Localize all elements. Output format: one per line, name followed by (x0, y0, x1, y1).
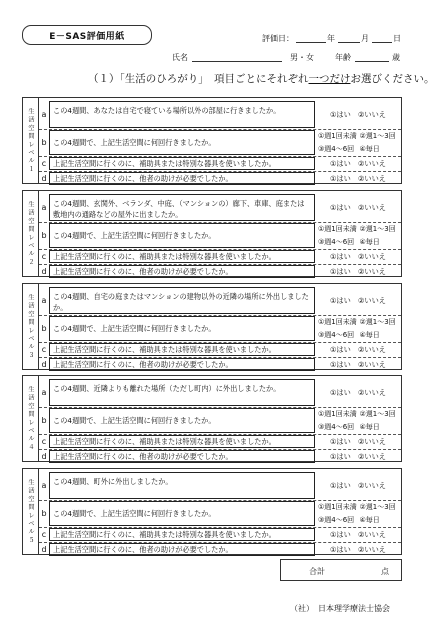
yes-no-options[interactable]: ①はい ②いいえ (329, 109, 386, 119)
question-letter: c (41, 437, 47, 446)
yes-no-options[interactable]: ①はい ②いいえ (329, 387, 386, 397)
frequency-option[interactable]: ④毎日 (359, 144, 380, 153)
question-letter: c (41, 252, 47, 261)
day-field[interactable] (372, 42, 392, 43)
level-label: 生活空間レベル１ (23, 98, 39, 183)
question-row-b (39, 222, 401, 248)
question-letter: a (41, 203, 47, 212)
question-text: この4週間で、上記生活空間に何回行きましたか。 (49, 501, 315, 526)
question-row-c (39, 434, 401, 448)
question-text: この4週間、自宅の庭またはマンションの建物以外の近隣の場所に外出しましたか。 (49, 287, 315, 314)
age-field[interactable] (355, 61, 389, 62)
question-row-b (39, 407, 401, 433)
question-row-d (39, 357, 401, 371)
question-text: この4週間で、上記生活空間に何回行きましたか。 (49, 223, 315, 248)
question-text: この4週間、あなたは自宅で寝ている場所以外の部屋に行きましたか。 (49, 101, 315, 128)
question-letter: b (41, 509, 47, 518)
question-text: 上記生活空間に行くのに、他者の助けが必要でしたか。 (49, 543, 315, 556)
yes-no-options[interactable]: ①はい ②いいえ (329, 344, 386, 354)
frequency-option[interactable]: ③週4～6回 (318, 515, 355, 524)
question-letter: c (41, 530, 47, 539)
question-row-c (39, 527, 401, 541)
level-label: 生活空間レベル５ (23, 469, 39, 554)
total-unit: 点 (381, 567, 389, 576)
question-text: この4週間で、上記生活空間に何回行きましたか。 (49, 408, 315, 433)
question-letter: d (41, 452, 47, 461)
question-row-c (39, 249, 401, 263)
level-block-4 (22, 375, 402, 462)
yes-no-options[interactable]: ①はい ②いいえ (329, 266, 386, 276)
question-row-b (39, 315, 401, 341)
frequency-option[interactable]: ③週4～6回 (318, 237, 355, 246)
question-text: この4週間で、上記生活空間に何回行きましたか。 (49, 316, 315, 341)
year-field[interactable] (296, 42, 326, 43)
frequency-options[interactable] (315, 130, 401, 155)
question-row-a (39, 194, 401, 221)
question-text: この4週間、近隣よりも離れた場所（ただし町内）に外出しましたか。 (49, 379, 315, 406)
frequency-option[interactable]: ②週1～3回 (359, 410, 396, 419)
footer-credit: （社） 日本理学療法士協会 (290, 604, 390, 613)
frequency-option[interactable]: ④毎日 (359, 330, 380, 339)
level-block-5 (22, 468, 402, 555)
frequency-options[interactable] (315, 408, 401, 433)
frequency-option[interactable]: ②週1～3回 (359, 132, 396, 141)
question-letter: d (41, 545, 47, 554)
question-row-a (39, 472, 401, 499)
yes-no-options[interactable]: ①はい ②いいえ (329, 436, 386, 446)
frequency-option[interactable]: ③週4～6回 (318, 144, 355, 153)
question-letter: b (41, 138, 47, 147)
level-block-2 (22, 190, 402, 277)
date-label: 評価日： (262, 34, 294, 43)
question-row-c (39, 156, 401, 170)
question-letter: c (41, 159, 47, 168)
frequency-option[interactable]: ①週1回未満 (318, 503, 357, 512)
question-letter: d (41, 267, 47, 276)
question-row-d (39, 449, 401, 463)
question-text: 上記生活空間に行くのに、補助具または特別な器具を使いましたか。 (49, 435, 315, 448)
question-letter: d (41, 174, 47, 183)
question-letter: c (41, 345, 47, 354)
question-text: 上記生活空間に行くのに、補助具または特別な器具を使いましたか。 (49, 343, 315, 356)
question-text: 上記生活空間に行くのに、他者の助けが必要でしたか。 (49, 358, 315, 371)
yes-no-options[interactable]: ①はい ②いいえ (329, 173, 386, 183)
year-unit: 年 (327, 34, 335, 43)
question-row-b (39, 500, 401, 526)
instruction-suffix: お選びください。 (350, 73, 435, 85)
frequency-option[interactable]: ②週1～3回 (359, 503, 396, 512)
frequency-option[interactable]: ④毎日 (359, 422, 380, 431)
frequency-option[interactable]: ④毎日 (359, 237, 380, 246)
frequency-options[interactable] (315, 316, 401, 341)
question-text: この4週間、町外に外出しましたか。 (49, 472, 315, 499)
frequency-option[interactable]: ①週1回未満 (318, 225, 357, 234)
level-label: 生活空間レベル２ (23, 191, 39, 276)
frequency-option[interactable]: ③週4～6回 (318, 330, 355, 339)
age-unit: 歳 (392, 53, 400, 62)
frequency-option[interactable]: ①週1回未満 (318, 132, 357, 141)
question-row-a (39, 101, 401, 128)
day-unit: 日 (393, 34, 401, 43)
yes-no-options[interactable]: ①はい ②いいえ (329, 295, 386, 305)
frequency-option[interactable]: ①週1回未満 (318, 318, 357, 327)
yes-no-options[interactable]: ①はい ②いいえ (329, 480, 386, 490)
yes-no-options[interactable]: ①はい ②いいえ (329, 251, 386, 261)
frequency-option[interactable]: ③週4～6回 (318, 422, 355, 431)
question-row-a (39, 287, 401, 314)
form-title: E－SAS評価用紙 (22, 25, 152, 45)
name-label: 氏名 (172, 53, 188, 62)
level-block-1 (22, 97, 402, 184)
question-letter: a (41, 481, 47, 490)
instruction (88, 71, 435, 86)
question-row-d (39, 171, 401, 185)
question-text: 上記生活空間に行くのに、補助具または特別な器具を使いましたか。 (49, 528, 315, 541)
frequency-option[interactable]: ①週1回未満 (318, 410, 357, 419)
question-letter: b (41, 231, 47, 240)
yes-no-options[interactable]: ①はい ②いいえ (329, 529, 386, 539)
question-text: 上記生活空間に行くのに、補助具または特別な器具を使いましたか。 (49, 157, 315, 170)
question-row-d (39, 542, 401, 556)
frequency-option[interactable]: ②週1～3回 (359, 225, 396, 234)
age-label: 年齢 (335, 53, 351, 62)
question-letter: d (41, 360, 47, 369)
question-text: 上記生活空間に行くのに、他者の助けが必要でしたか。 (49, 172, 315, 185)
question-row-d (39, 264, 401, 278)
total-box[interactable] (280, 559, 402, 581)
yes-no-options[interactable]: ①はい ②いいえ (329, 359, 386, 369)
question-letter: b (41, 324, 47, 333)
level-block-3 (22, 283, 402, 370)
name-field[interactable] (192, 61, 282, 62)
frequency-option[interactable]: ④毎日 (359, 515, 380, 524)
total-label: 合計 (309, 567, 325, 576)
month-field[interactable] (338, 42, 360, 43)
question-text: 上記生活空間に行くのに、補助具または特別な器具を使いましたか。 (49, 250, 315, 263)
question-row-a (39, 379, 401, 406)
level-label: 生活空間レベル４ (23, 376, 39, 461)
frequency-options[interactable] (315, 223, 401, 248)
question-letter: a (41, 296, 47, 305)
question-row-c (39, 342, 401, 356)
yes-no-options[interactable]: ①はい ②いいえ (329, 158, 386, 168)
question-letter: b (41, 416, 47, 425)
question-row-b (39, 129, 401, 155)
question-text: この4週間で、上記生活空間に何回行きましたか。 (49, 130, 315, 155)
frequency-option[interactable]: ②週1～3回 (359, 318, 396, 327)
yes-no-options[interactable]: ①はい ②いいえ (329, 451, 386, 461)
question-letter: a (41, 388, 47, 397)
instruction-emphasis: 一つだけ (308, 73, 351, 85)
question-text: 上記生活空間に行くのに、他者の助けが必要でしたか。 (49, 450, 315, 463)
frequency-options[interactable] (315, 501, 401, 526)
question-text: この4週間、玄関外、ベランダ、中庭、（マンションの）廊下、車庫、庭または敷地内の通路などの屋外に出ましたか。 (49, 194, 315, 221)
question-letter: a (41, 110, 47, 119)
question-text: 上記生活空間に行くのに、他者の助けが必要でしたか。 (49, 265, 315, 278)
level-label: 生活空間レベル３ (23, 284, 39, 369)
instruction-prefix: （１）「生活のひろがり」 項目ごとにそれぞれ (88, 73, 309, 85)
sex-options[interactable]: 男・女 (290, 53, 314, 62)
month-unit: 月 (361, 34, 369, 43)
yes-no-options[interactable]: ①はい ②いいえ (329, 202, 386, 212)
yes-no-options[interactable]: ①はい ②いいえ (329, 544, 386, 554)
